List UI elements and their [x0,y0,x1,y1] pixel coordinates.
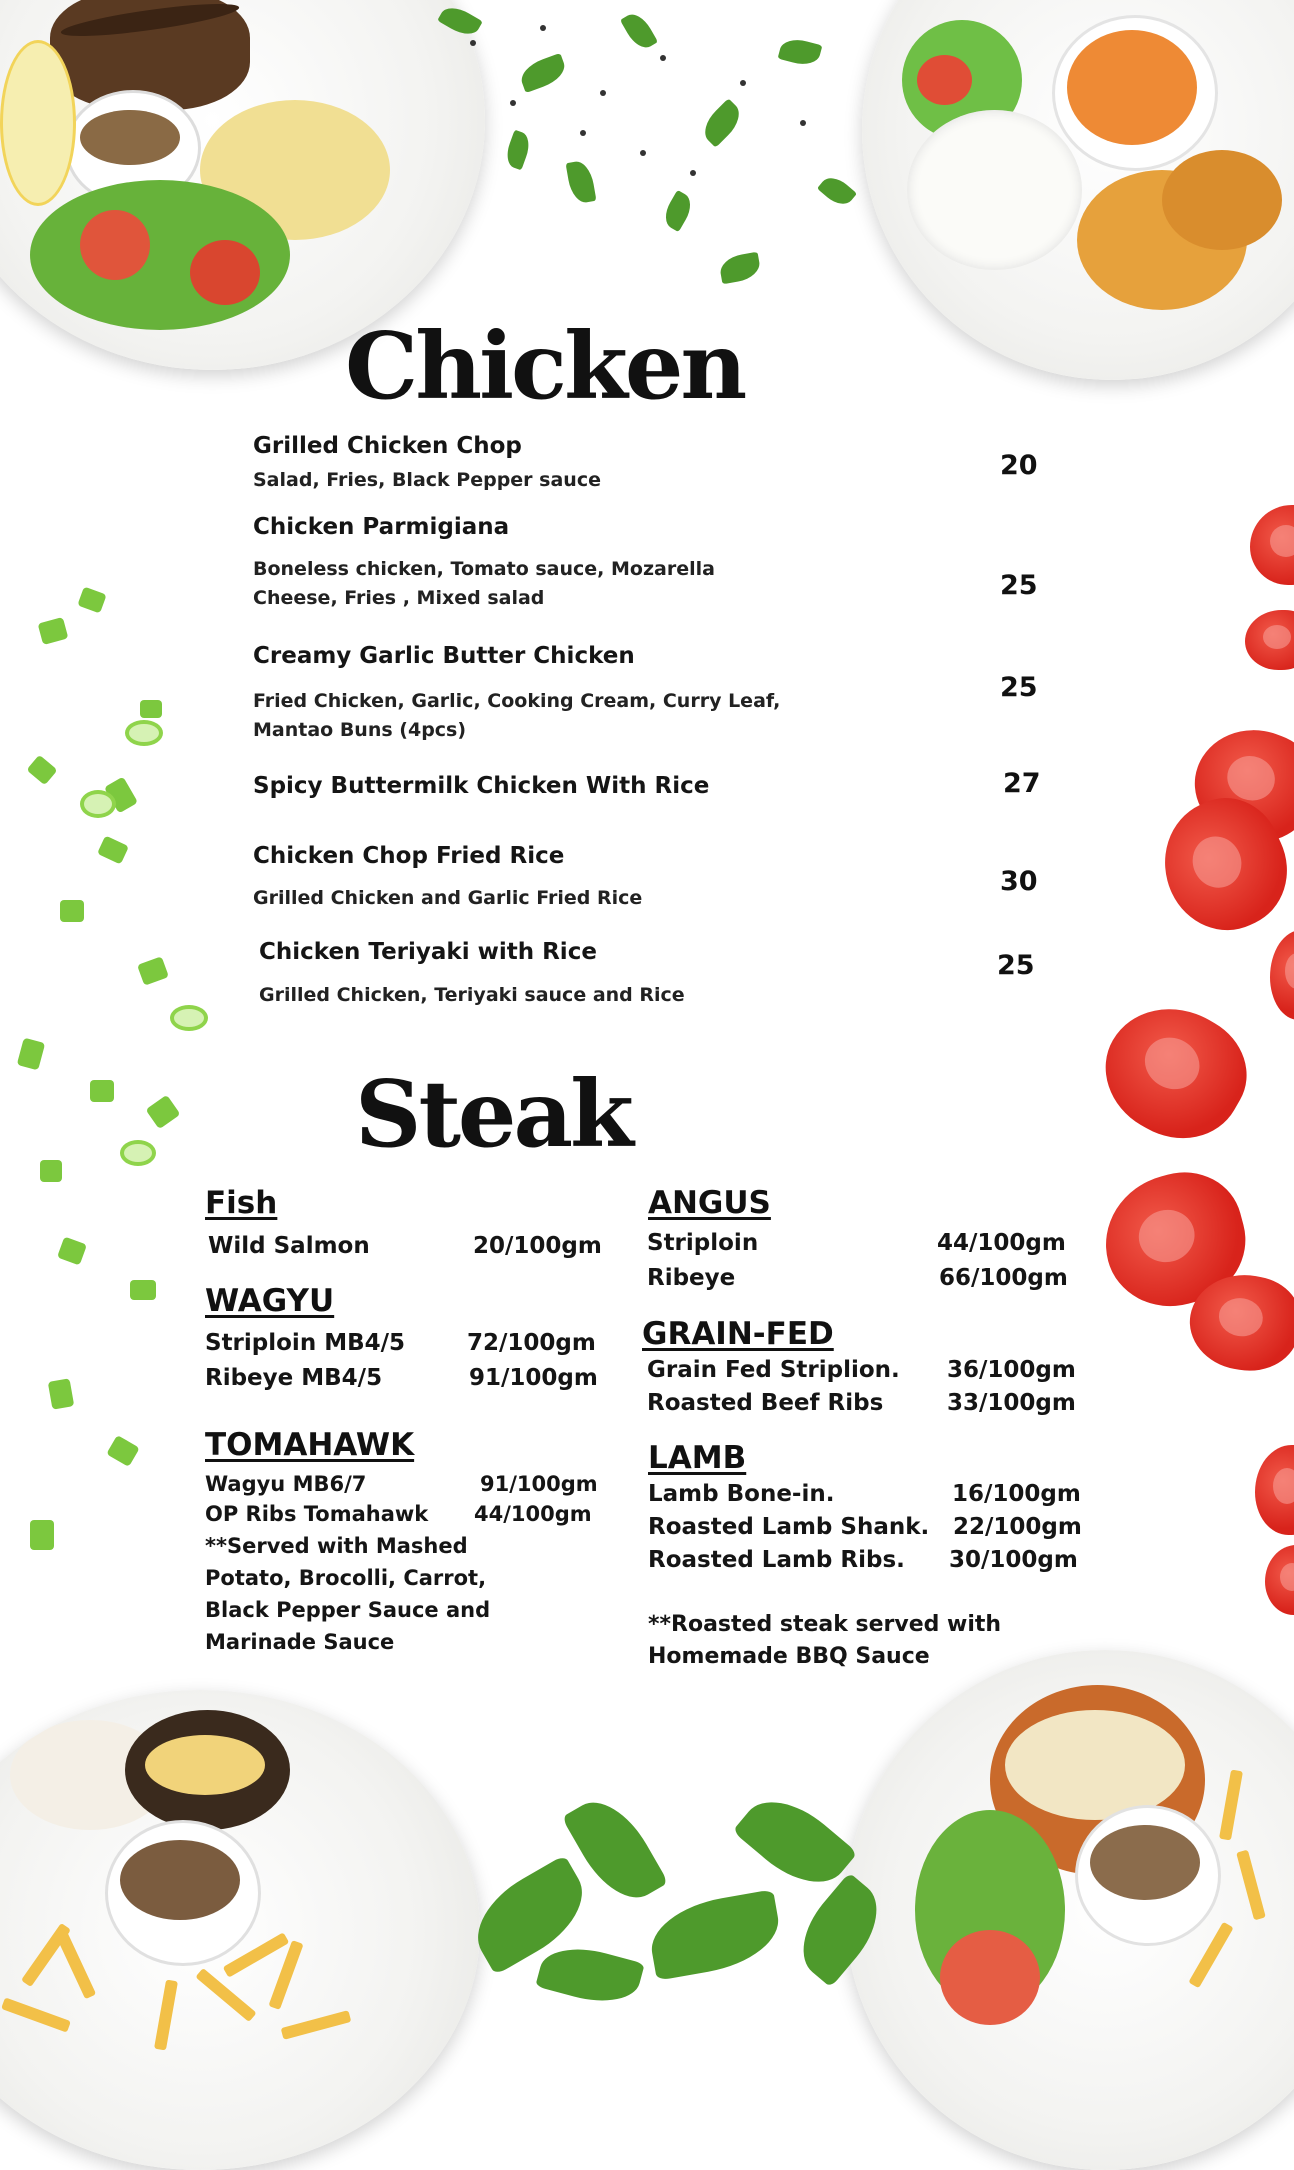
item-desc: Salad, Fries, Black Pepper sauce [253,469,601,491]
steak-row-price: 33/100gm [947,1390,1076,1416]
steak-row-name: Ribeye [647,1265,736,1291]
item-price: 25 [1000,672,1038,703]
item-price: 30 [1000,866,1038,897]
chicken-heading: Chicken [345,312,745,420]
steak-row-name: Wagyu MB6/7 [205,1472,367,1496]
item-desc: Grilled Chicken, Teriyaki sauce and Rice [259,984,685,1006]
steak-row-name: Roasted Lamb Ribs. [648,1547,905,1573]
category-title: TOMAHAWK [205,1427,415,1463]
steak-row-name: Grain Fed Striplion. [647,1357,900,1383]
steak-row-name: Roasted Lamb Shank. [648,1514,930,1540]
item-price: 25 [1000,570,1038,601]
category-title: ANGUS [648,1185,771,1221]
category-title: GRAIN-FED [642,1316,834,1352]
item-price: 20 [1000,450,1038,481]
steak-row-price: 91/100gm [480,1472,598,1496]
item-desc: Grilled Chicken and Garlic Fried Rice [253,887,643,909]
steak-heading: Steak [355,1060,631,1168]
item-name: Grilled Chicken Chop [253,433,522,459]
steak-row-price: 66/100gm [939,1265,1068,1291]
steak-row-name: Striploin [647,1230,759,1256]
tomahawk-note: **Served with Mashed Potato, Brocolli, Carrot, Black Pepper Sauce and Marinade Sauce [205,1534,491,1654]
steak-row-name: Ribeye MB4/5 [205,1365,383,1391]
category-title: Fish [205,1185,278,1221]
category-title: WAGYU [205,1283,335,1319]
item-price: 25 [997,950,1035,981]
steak-row-name: OP Ribs Tomahawk [205,1502,429,1526]
steak-row-price: 22/100gm [953,1514,1082,1540]
steak-row-name: Lamb Bone-in. [648,1481,835,1507]
steak-row-name: Wild Salmon [208,1233,370,1259]
steak-row-price: 72/100gm [467,1330,596,1356]
plate-parmigiana-image [845,1650,1294,2170]
steak-row-price: 20/100gm [473,1233,602,1259]
item-name: Creamy Garlic Butter Chicken [253,643,635,669]
steak-row-price: 44/100gm [474,1502,592,1526]
item-desc: Fried Chicken, Garlic, Cooking Cream, Curry Leaf, Mantao Buns (4pcs) [253,690,781,741]
steak-row-name: Roasted Beef Ribs [647,1390,884,1416]
steak-row-price: 44/100gm [937,1230,1066,1256]
steak-row-price: 30/100gm [949,1547,1078,1573]
steak-row-price: 91/100gm [469,1365,598,1391]
item-name: Chicken Teriyaki with Rice [259,939,597,965]
item-desc: Boneless chicken, Tomato sauce, Mozarella Cheese, Fries , Mixed salad [253,558,715,609]
item-name: Spicy Buttermilk Chicken With Rice [253,773,710,799]
category-title: LAMB [648,1440,747,1476]
item-name: Chicken Parmigiana [253,514,510,540]
item-name: Chicken Chop Fried Rice [253,843,565,869]
steak-row-price: 16/100gm [952,1481,1081,1507]
item-price: 27 [1003,768,1041,799]
steak-row-price: 36/100gm [947,1357,1076,1383]
steak-footnote: **Roasted steak served with Homemade BBQ Sauce [648,1612,1002,1669]
steak-row-name: Striploin MB4/5 [205,1330,406,1356]
plate-fried-chicken-image [862,0,1294,380]
plate-burger-fries-image [0,1690,480,2170]
